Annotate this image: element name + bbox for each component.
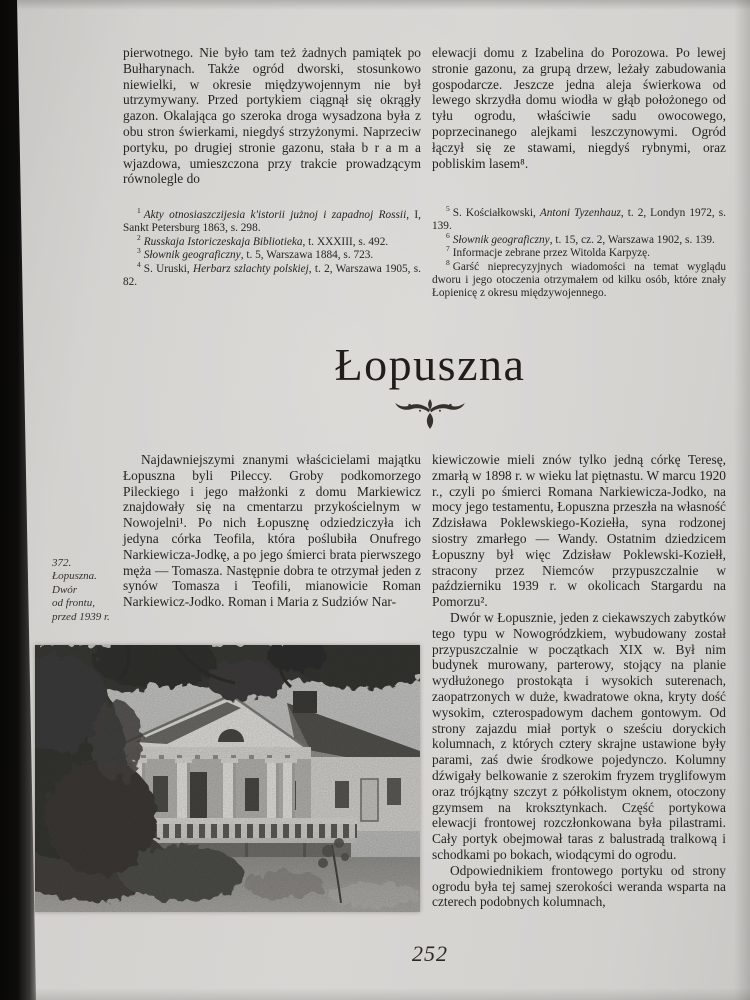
footnotes-right <box>432 204 726 301</box>
footnote-text: Garść nieprecyzyjnych wiadomości na temat wyglądu dworu i jego otoczenia otrzymałem od kilku osób, które znały Łopienicę z okresu międzywojennego. <box>432 260 726 300</box>
footnote <box>123 259 421 290</box>
footnote-text: , t. 2, Warszawa 1905, s. 82. <box>123 262 421 289</box>
footnote <box>432 244 726 260</box>
footnote-text: S. Uruski, <box>143 262 193 275</box>
footnote-title: Słownik geograficzny <box>452 233 550 246</box>
caption-line: Dwór <box>52 583 78 596</box>
caption-line: Łopuszna. <box>52 570 97 583</box>
page-number: 252 <box>412 941 448 966</box>
paragraph: Odpowiednikiem frontowego portyku od strony ogrodu była tej samej szerokości weranda wsparta na czterech podobnych kolumnach, <box>432 862 726 910</box>
paragraph: Dwór w Łopusznie, jeden z ciekawszych zabytków tego typu w Nowogródzkiem, wybudowany został przypuszczalnie w początkach XIX w. Był nim budynek murowany, parterowy, stojący na planie wydłużonego prostokąta i wysokich suterenach, zaopatrzonych w duże, kwadratowe okna, kryty dość wysokim, czterospadowym dachem gontowym. Od strony zajazdu miał portyk o sześciu doryckich kolumnach, z których cztery skrajne ustawione były parami, zaś dwie środkowe pojedynczo. Kolumny dźwigały belkowanie z szerokim fryzem tryglifowym oraz trójkątny szczyt z półkolistym oknem, otoczony gzymsem na kroksztynkach. Część portykowa elewacji frontowej rozczłonkowana była pilastrami. Cały portyk obejmował taras z balustradą tralkową i schodkami po bokach, wiodącymi do ogrodu. <box>432 609 726 862</box>
footnote-text: , t. 15, cz. 2, Warszawa 1902, s. 139. <box>549 233 715 246</box>
footnote-title: Herbarz szlachty polskiej <box>193 262 309 275</box>
footnote <box>123 233 421 249</box>
scan-edge-bottom <box>0 988 750 1000</box>
footnote-title: Akty otnosiaszczijesia k'istorii jużnoj i zapadnoj Rossii <box>143 209 407 221</box>
footnote <box>432 231 726 247</box>
footnote-text: Informacje zebrane przez Witolda Karpyzę. <box>452 247 650 260</box>
fleuron-ornament <box>130 398 730 435</box>
paragraph: elewacji domu z Izabelina do Porozowa. Po lewej stronie gazonu, za grupą drzew, leżały zabudowania gospodarcze. Jeszcze jedna aleja świerkowa od lewego skrzydła domu wiodła w głąb położonego od tyłu ogrodu, właściwie sadu owocowego, poprzecinanego alejkami leszczynowymi. Ogród łączył się ze stawami, niegdyś rybnymi, oraz pobliskim lasem⁸. <box>432 45 726 171</box>
footnote <box>123 206 421 236</box>
footnote-text: S. Kościałkowski, <box>452 207 540 219</box>
footnote-marker: 4 <box>137 259 141 269</box>
scan-edge-right <box>734 0 750 1000</box>
footnotes-left <box>123 206 421 289</box>
footnote-marker: 3 <box>137 246 141 256</box>
footnote-text: , t. 5, Warszawa 1884, s. 723. <box>240 249 374 262</box>
footnote-marker: 6 <box>446 231 450 241</box>
main-left-column <box>123 452 421 610</box>
paragraph: Najdawniejszymi znanymi właścicielami majątku Łopuszna byli Pileccy. Groby podkomorzego Pileckiego i jego małżonki z domu Markiewicz znajdowały się na cmentarzu przykościelnym w Nowojelni¹. Po nich Łopusznę odziedziczyła ich jedyna córka Teofila, która poślubiła Onufrego Narkiewicza-Jodkę, a po jego śmierci brata pierwszego męża — Tomasza. Następnie dobra te otrzymał jeden z synów Tomasza i Teofili, mianowicie Roman Narkiewicz-Jodko. Roman i Maria z Sudziów Nar- <box>123 452 421 610</box>
footnote-text: , t. XXXIII, s. 492. <box>302 235 389 248</box>
footnote-marker: 1 <box>137 206 141 216</box>
fleuron-icon <box>391 398 469 430</box>
footnote <box>123 246 421 262</box>
footnote-title: Russkaja Istoriczeskaja Bibliotieka <box>143 235 303 248</box>
manor-house-photo <box>35 645 420 912</box>
footnote-text: , t. 2, Londyn 1972, s. 139. <box>432 207 726 233</box>
footnote-text: , I, Sankt Petersburg 1863, s. 298. <box>123 209 421 235</box>
footnote-title: Antoni Tyzenhauz <box>539 207 621 219</box>
footnote-marker: 5 <box>446 204 450 214</box>
top-left-column <box>123 45 421 187</box>
top-right-column <box>432 45 726 171</box>
caption-line: 372. <box>52 557 72 569</box>
caption-line: od frontu, <box>52 597 95 610</box>
footnote-marker: 8 <box>446 257 450 267</box>
footnote <box>432 257 726 301</box>
main-right-column <box>432 452 726 910</box>
footnote-marker: 2 <box>137 233 141 243</box>
paragraph: pierwotnego. Nie było tam też żadnych pamiątek po Bułharynach. Także ogród dworski, stosunkowo niewielki, w okresie międzywojennym nie był utrzymywany. Przed portykiem ciągnął się okrągły gazon. Okalająca go szeroka droga wysadzona była z obu stron świerkami, niegdyś strzyżonymi. Naprzeciw portyku, po drugiej stronie gazonu, stała b r a m a wjazdowa, umieszczona przy trakcie prowadzącym równolegle do <box>123 45 421 187</box>
photo-caption <box>52 557 130 624</box>
scan-edge-top <box>0 0 750 10</box>
paragraph: kiewiczowie mieli znów tylko jedną córkę Teresę, zmarłą w 1898 r. w wieku lat piętnastu. W marcu 1920 r., czyli po śmierci Romana Narkiewicza-Jodko, na mocy jego testamentu, Łopuszna przeszła na własność Zdzisława Poklewskiego-Koziełła, syna rodzonej siostry zmarłego — Wandy. Ostatnim dziedzicem Łopuszny był więc Zdzisław Poklewski-Koziełł, stracony przez Niemców przypuszczalnie w październiku 1939 r. w okolicach Stargardu na Pomorzu². <box>432 452 726 610</box>
chapter-title: Łopuszna <box>334 339 526 390</box>
footnote-title: Słownik geograficzny <box>143 249 241 262</box>
footnote <box>432 204 726 234</box>
footnote-marker: 7 <box>446 244 450 254</box>
caption-line: przed 1939 r. <box>52 610 110 623</box>
